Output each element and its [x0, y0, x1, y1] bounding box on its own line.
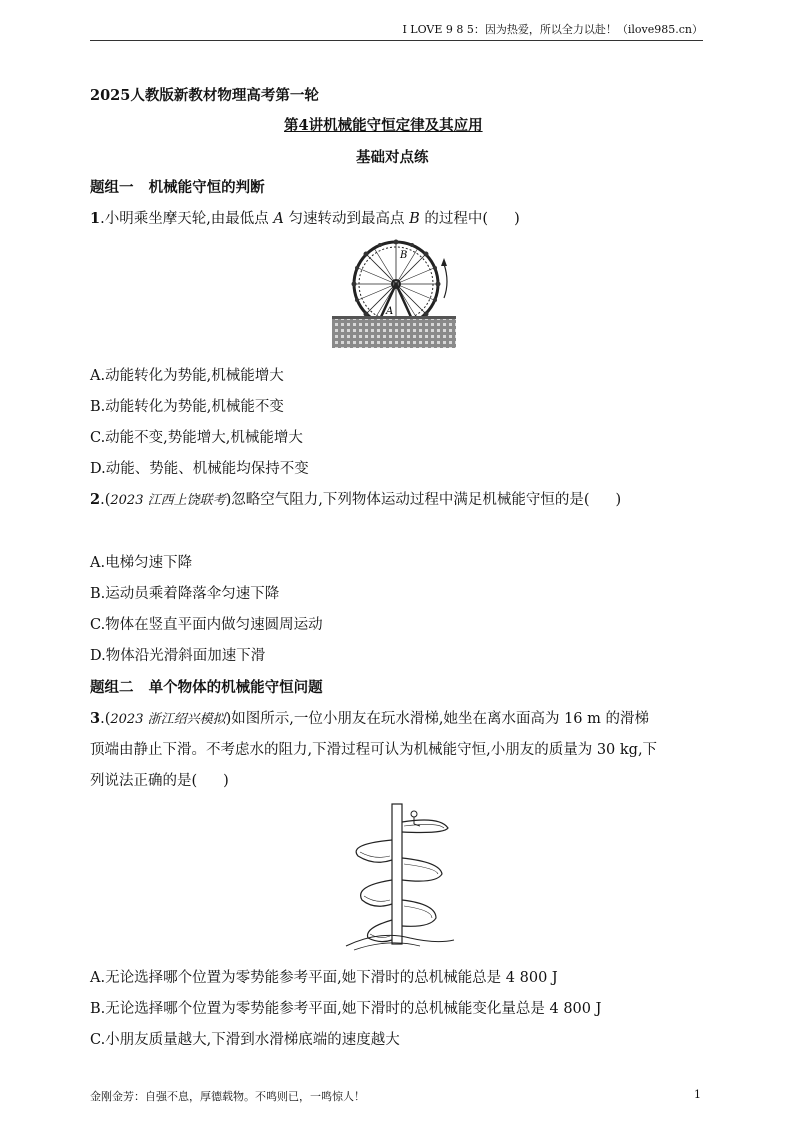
question-1-stem: [90, 207, 520, 228]
stem-text: )忽略空气阻力,下列物体运动过程中满足机械能守恒的是(: [225, 492, 590, 508]
footer-motto: 金刚金芳：自强不息，厚德载物。不鸣则已，一鸣惊人！: [90, 1090, 365, 1103]
point-a-label: A: [386, 306, 394, 317]
q3-option-c: C.小朋友质量越大,下滑到水滑梯底端的速度越大: [90, 1032, 400, 1048]
group-label: 题组一: [90, 179, 134, 196]
stem-text: 匀速转动到最高点: [283, 211, 410, 227]
q1-option-b: B.动能转化为势能,机械能不变: [90, 399, 284, 415]
paren-close: ): [615, 492, 622, 508]
question-3-line-2: 顶端由静止下滑。不考虑水的阻力,下滑过程可认为机械能守恒,小朋友的质量为 30 kg,下: [90, 742, 658, 758]
group-heading-2: [90, 676, 323, 697]
ferris-wheel-figure: [328, 238, 460, 348]
q1-option-a: A.动能转化为势能,机械能增大: [90, 368, 284, 384]
stem-text: .小明乘坐摩天轮,由最低点: [100, 211, 274, 227]
stem-text: 列说法正确的是(: [90, 773, 198, 789]
question-number: 2: [90, 491, 101, 508]
q2-option-d: D.物体沿光滑斜面加速下滑: [90, 648, 266, 664]
question-number: 3: [90, 710, 101, 727]
question-3-line-1: [90, 707, 649, 728]
question-2-stem: [90, 488, 621, 509]
point-b-label: B: [400, 250, 408, 261]
question-3-line-3: [90, 769, 229, 790]
paren-close: ): [514, 211, 520, 227]
question-source: 2023 江西上饶联考: [110, 493, 226, 508]
group-heading-1: [90, 176, 265, 197]
q2-option-c: C.物体在竖直平面内做匀速圆周运动: [90, 617, 323, 633]
section-title: 基础对点练: [356, 149, 429, 166]
page-header: I LOVE 9 8 5：因为热爱，所以全力以赴！（ilove985.cn）: [90, 22, 703, 41]
q1-option-c: C.动能不变,势能增大,机械能增大: [90, 430, 303, 446]
lecture-title: 第4讲机械能守恒定律及其应用: [284, 117, 483, 134]
point-b: B: [409, 211, 420, 227]
q3-option-a: A.无论选择哪个位置为零势能参考平面,她下滑时的总机械能总是 4 800 J: [90, 970, 558, 986]
question-source: 2023 浙江绍兴模拟: [110, 712, 226, 727]
group-title: 单个物体的机械能守恒问题: [148, 679, 323, 696]
q3-option-b: B.无论选择哪个位置为零势能参考平面,她下滑时的总机械能变化量总是 4 800 J: [90, 1001, 602, 1017]
paren-open: .(: [100, 711, 111, 727]
group-label: 题组二: [90, 679, 134, 696]
q2-option-b: B.运动员乘着降落伞匀速下降: [90, 586, 280, 602]
q2-option-a: A.电梯匀速下降: [90, 555, 193, 571]
group-title: 机械能守恒的判断: [148, 179, 265, 196]
page-number: 1: [694, 1088, 701, 1101]
stem-text: )如图所示,一位小朋友在玩水滑梯,她坐在离水面高为 16 m 的滑梯: [225, 711, 649, 727]
question-number: 1: [90, 210, 101, 227]
paren-open: .(: [100, 492, 111, 508]
water-slide-figure: [340, 800, 458, 952]
q1-option-d: D.动能、势能、机械能均保持不变: [90, 461, 309, 477]
stem-text: 的过程中(: [419, 211, 489, 227]
point-a: A: [273, 211, 284, 227]
paren-close: ): [223, 773, 229, 789]
series-title: 2025人教版新教材物理高考第一轮: [90, 87, 319, 104]
